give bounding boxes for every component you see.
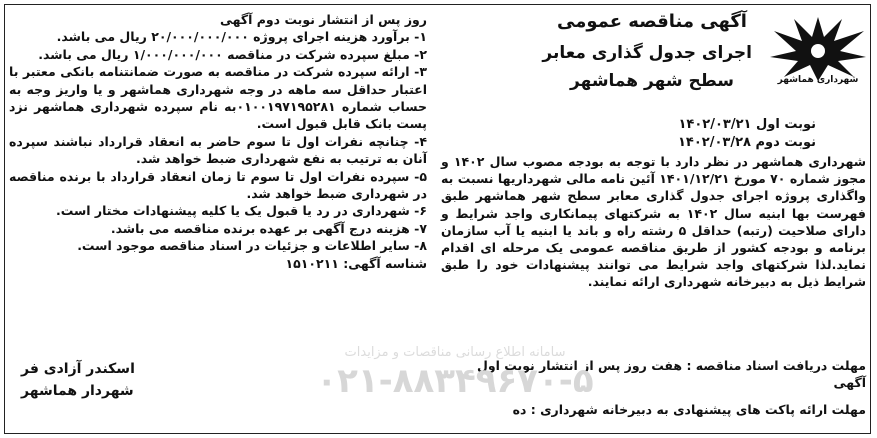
watermark: [275, 345, 635, 405]
logo-caption: شهرداری هماشهر: [777, 75, 859, 85]
first-notice-date: نوبت اول ۱۴۰۲/۰۳/۲۱: [678, 117, 816, 132]
advertisement-frame: [4, 4, 871, 434]
condition-item-6: ۶- شهرداری در رد یا قبول یک یا کلیه پیشنهادات مختار است.: [55, 203, 427, 219]
condition-item-1: ۱- برآورد هزینه اجرای پروژه ۲۰/۰۰۰/۰۰۰/۰۰۰ ریال می باشد.: [56, 29, 427, 45]
conditions-list: [9, 11, 427, 272]
ad-subtitle-line1: اجرای جدول گذاری معابر: [542, 43, 752, 63]
ad-subtitle-line2: سطح شهر هماشهر: [570, 71, 734, 91]
condition-item-8: ۸- سایر اطلاعات و جزئیات در اسناد مناقصه موجود است.: [77, 238, 427, 254]
watermark-text: سامانه اطلاع رسانی مناقصات و مزایدات: [344, 345, 566, 360]
ad-title: آگهی مناقصه عمومی: [557, 11, 747, 32]
ad-id: شناسه آگهی: ۱۵۱۰۲۱۱: [285, 255, 427, 271]
condition-item-3: ۳- ارائه سپرده شرکت در مناقصه به صورت ضمانتنامه بانکی معتبر با اعتبار حداقل سه ماهه در وجه شهرداری هماشهر و یا واریز وجه به حساب شماره ۰۱۰۰۱۹۷۱۹۵۲۸۱به نام سپرده شهرداری هماشهر نزد پست بانک قابل قبول است.: [9, 64, 427, 132]
condition-item-2: ۲- مبلغ سپرده شرکت در مناقصه ۱/۰۰۰/۰۰۰/۰۰۰ ریال می باشد.: [38, 46, 427, 62]
announcement-body: شهرداری هماشهر در نظر دارد با توجه به بودجه مصوب سال ۱۴۰۲ و مجوز شماره ۷۰ مورخ ۱۴۰۱/۱۲/۲۱ آئین نامه مالی شهرداریها نسبت به واگذاری پروژه اجرای جدول گذاری معابر سطح شهر هماشهر طبق فهرست بها ابنیه سال ۱۴۰۲ به شرکتهای پیمانکاری واجد شرایط و دارای صلاحیت (رتبه) حداقل ۵ رشته راه و باند یا ابنیه یا آب سازمان برنامه و بودجه کشور از طریق مناقصه عمومی یک مرحله ای اقدام نماید.لذا شرکتهای واجد شرایط می توانند پیشنهادات خود را طبق شرایط ذیل به دبیرخانه شهرداری ارائه نمایند.: [441, 154, 867, 290]
condition-item-7: ۷- هزینه درج آگهی بر عهده برنده مناقصه می باشد.: [110, 220, 427, 236]
envelopes-deadline: مهلت ارائه پاکت های پیشنهادی به دبیرخانه شهرداری : ده: [512, 402, 866, 417]
deadline-continuation: روز پس از انتشار نوبت دوم آگهی: [219, 12, 427, 27]
signer-name: اسکندر آزادی فر: [21, 361, 135, 377]
signer-title: شهردار هماشهر: [21, 383, 134, 399]
watermark-phone: ۰۲۱-۸۸۳۴۹۶۷۰-۵: [316, 361, 594, 401]
condition-item-5: ۵- سپرده نفرات اول تا سوم تا زمان انعقاد قرارداد با برنده مناقصه در شهرداری ضبط خواهد شد.: [9, 168, 427, 202]
second-notice-date: نوبت دوم ۱۴۰۲/۰۳/۲۸: [678, 135, 816, 150]
starburst-logo-icon: [768, 13, 868, 83]
condition-item-4: ۴- چنانچه نفرات اول تا سوم حاضر به انعقاد قرارداد نباشند سپرده آنان به ترتیب به نفع شهرداری ضبط خواهد شد.: [9, 133, 427, 167]
documents-deadline: مهلت دریافت اسناد مناقصه : هفت روز پس از انتشار نوبت اول آگهی: [477, 358, 866, 390]
